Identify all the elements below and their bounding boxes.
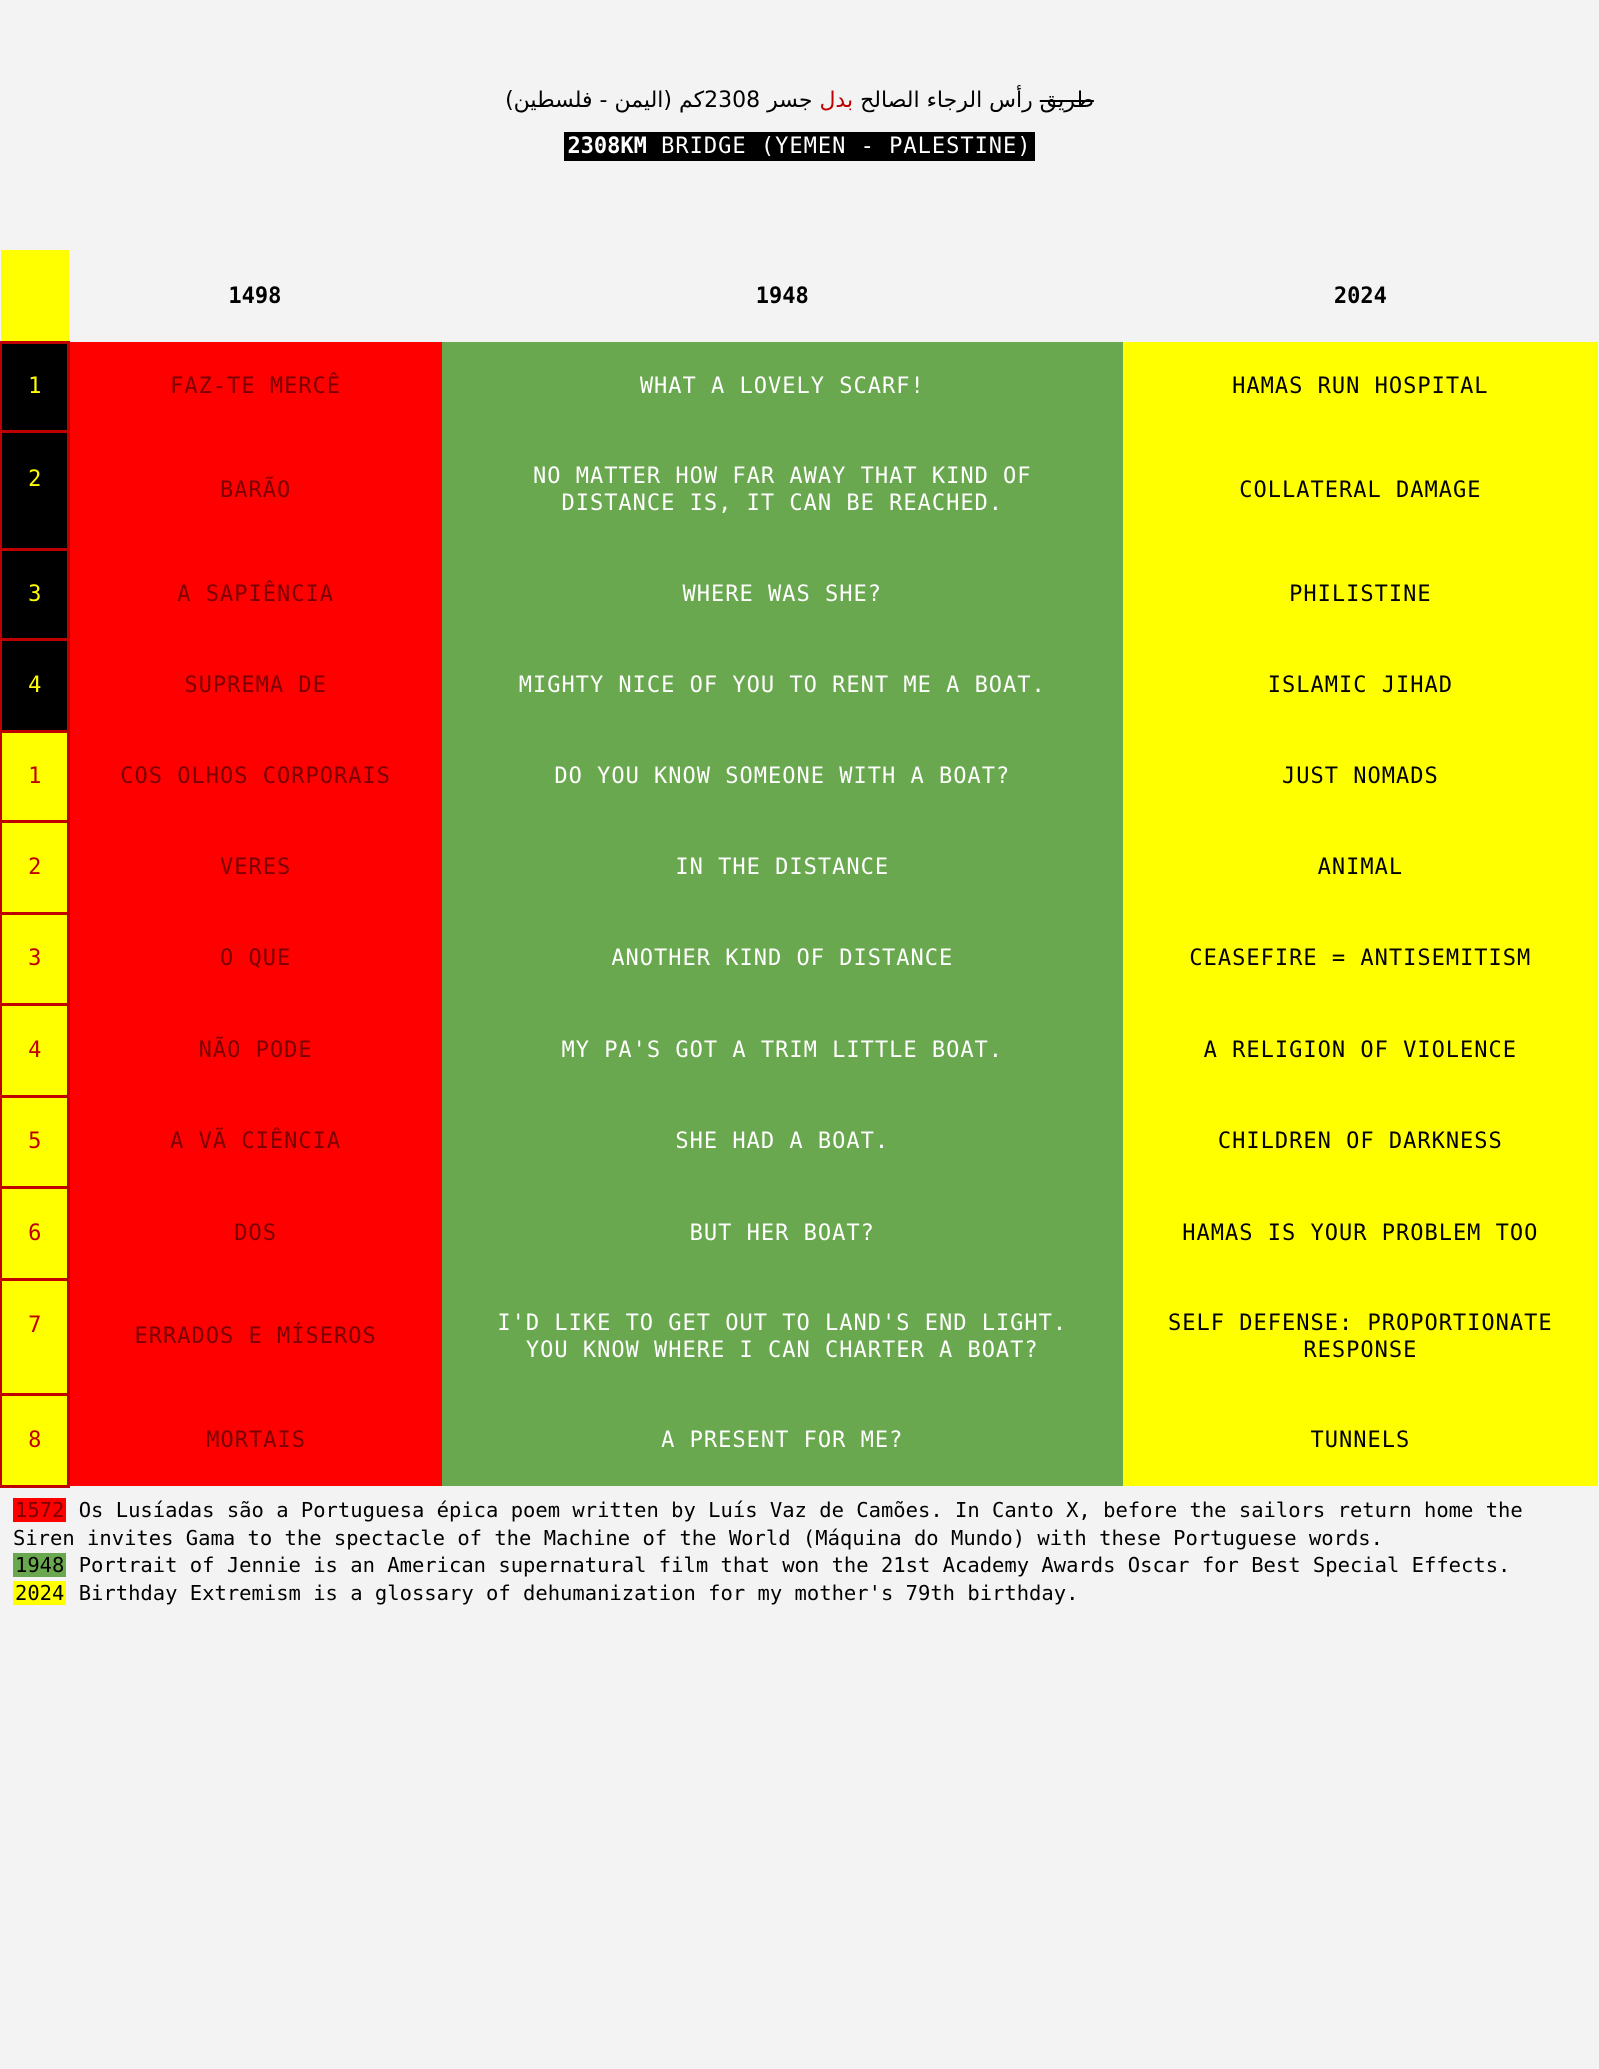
cell-1498: COS OLHOS CORPORAIS <box>69 731 442 821</box>
corner-cell <box>1 250 69 342</box>
cell-2024: ISLAMIC JIHAD <box>1123 639 1598 731</box>
arabic-title-cape: رأس الرجاء الصالح <box>860 88 1033 113</box>
cell-1948: A PRESENT FOR ME? <box>442 1394 1123 1486</box>
cell-2024: TUNNELS <box>1123 1394 1598 1486</box>
footnote-tag: 1572 <box>15 1498 65 1522</box>
cell-1948: ANOTHER KIND OF DISTANCE <box>442 913 1123 1004</box>
row-number: 8 <box>1 1394 69 1486</box>
footnote-text: Os Lusíadas são a Portuguesa épica poem written by Luís Vaz de Camões. In Canto X, before the sailors return home the Siren invites Gama to the spectacle of the Machine of the World (Máquina do Mundo) with these Portuguese words. <box>13 1498 1523 1550</box>
cell-2024: SELF DEFENSE: PROPORTIONATE RESPONSE <box>1123 1279 1598 1394</box>
cell-2024: JUST NOMADS <box>1123 731 1598 821</box>
footnote-tag: 2024 <box>15 1580 65 1605</box>
arabic-title-struck-word: طريق <box>1039 88 1094 113</box>
column-header-2024: 2024 <box>1123 250 1598 342</box>
cell-2024: COLLATERAL DAMAGE <box>1123 431 1598 549</box>
table-row <box>1 1394 1598 1486</box>
arabic-title-bridge: جسر 2308كم (اليمن - فلسطين) <box>505 88 813 113</box>
footnote-tag: 1948 <box>15 1553 65 1577</box>
cell-2024: HAMAS RUN HOSPITAL <box>1123 342 1598 431</box>
row-number: 7 <box>1 1279 69 1394</box>
table-header-row <box>1 250 1598 342</box>
column-header-1948: 1948 <box>442 250 1123 342</box>
table-row <box>1 1187 1598 1279</box>
table-row <box>1 549 1598 639</box>
cell-1948: BUT HER BOAT? <box>442 1187 1123 1279</box>
row-number: 4 <box>1 639 69 731</box>
footnote-2024 <box>13 1580 1589 1608</box>
english-title-rest: BRIDGE (YEMEN - PALESTINE) <box>661 134 1032 159</box>
table-row <box>1 431 1598 549</box>
cell-1498: ERRADOS E MÍSEROS <box>69 1279 442 1394</box>
table-row <box>1 821 1598 913</box>
cell-1948: IN THE DISTANCE <box>442 821 1123 913</box>
cell-2024: HAMAS IS YOUR PROBLEM TOO <box>1123 1187 1598 1279</box>
cell-1498: FAZ-TE MERCÊ <box>69 342 442 431</box>
cell-1498: SUPREMA DE <box>69 639 442 731</box>
cell-1948: WHERE WAS SHE? <box>442 549 1123 639</box>
poem-table <box>0 250 1599 1488</box>
table-row <box>1 731 1598 821</box>
table-row <box>1 639 1598 731</box>
row-number: 3 <box>1 549 69 639</box>
cell-2024: CHILDREN OF DARKNESS <box>1123 1096 1598 1187</box>
english-title <box>564 132 1034 161</box>
row-number: 2 <box>1 431 69 549</box>
table-row <box>1 1004 1598 1096</box>
footnotes <box>13 1497 1589 1607</box>
arabic-title <box>0 88 1599 113</box>
cell-1498: A VÃ CIÊNCIA <box>69 1096 442 1187</box>
cell-2024: ANIMAL <box>1123 821 1598 913</box>
cell-1948: WHAT A LOVELY SCARF! <box>442 342 1123 431</box>
cell-1948: MIGHTY NICE OF YOU TO RENT ME A BOAT. <box>442 639 1123 731</box>
cell-2024: A RELIGION OF VIOLENCE <box>1123 1004 1598 1096</box>
row-number: 1 <box>1 731 69 821</box>
row-number: 2 <box>1 821 69 913</box>
row-number: 4 <box>1 1004 69 1096</box>
table-row <box>1 1279 1598 1394</box>
cell-1948: DO YOU KNOW SOMEONE WITH A BOAT? <box>442 731 1123 821</box>
footnote-1948 <box>13 1552 1589 1580</box>
cell-2024: CEASEFIRE = ANTISEMITISM <box>1123 913 1598 1004</box>
footnote-1572 <box>13 1497 1589 1552</box>
cell-1948: SHE HAD A BOAT. <box>442 1096 1123 1187</box>
cell-1948: NO MATTER HOW FAR AWAY THAT KIND OF DISTANCE IS, IT CAN BE REACHED. <box>442 431 1123 549</box>
row-number: 3 <box>1 913 69 1004</box>
arabic-title-instead: بدل <box>819 88 854 113</box>
footnote-text: Portrait of Jennie is an American supernatural film that won the 21st Academy Awards Oscar for Best Special Effects. <box>78 1553 1511 1577</box>
cell-1498: BARÃO <box>69 431 442 549</box>
table-row <box>1 913 1598 1004</box>
table-row <box>1 1096 1598 1187</box>
cell-1948: MY PA'S GOT A TRIM LITTLE BOAT. <box>442 1004 1123 1096</box>
column-header-1498: 1498 <box>69 250 442 342</box>
table-row <box>1 342 1598 431</box>
row-number: 1 <box>1 342 69 431</box>
cell-1498: O QUE <box>69 913 442 1004</box>
english-title-distance: 2308KM <box>567 134 647 159</box>
cell-1498: VERES <box>69 821 442 913</box>
footnote-text: Birthday Extremism is a glossary of dehumanization for my mother's 79th birthday. <box>78 1580 1079 1605</box>
cell-1498: DOS <box>69 1187 442 1279</box>
cell-2024: PHILISTINE <box>1123 549 1598 639</box>
row-number: 6 <box>1 1187 69 1279</box>
cell-1498: MORTAIS <box>69 1394 442 1486</box>
row-number: 5 <box>1 1096 69 1187</box>
cell-1948: I'D LIKE TO GET OUT TO LAND'S END LIGHT. YOU KNOW WHERE I CAN CHARTER A BOAT? <box>442 1279 1123 1394</box>
cell-1498: A SAPIÊNCIA <box>69 549 442 639</box>
cell-1498: NÃO PODE <box>69 1004 442 1096</box>
